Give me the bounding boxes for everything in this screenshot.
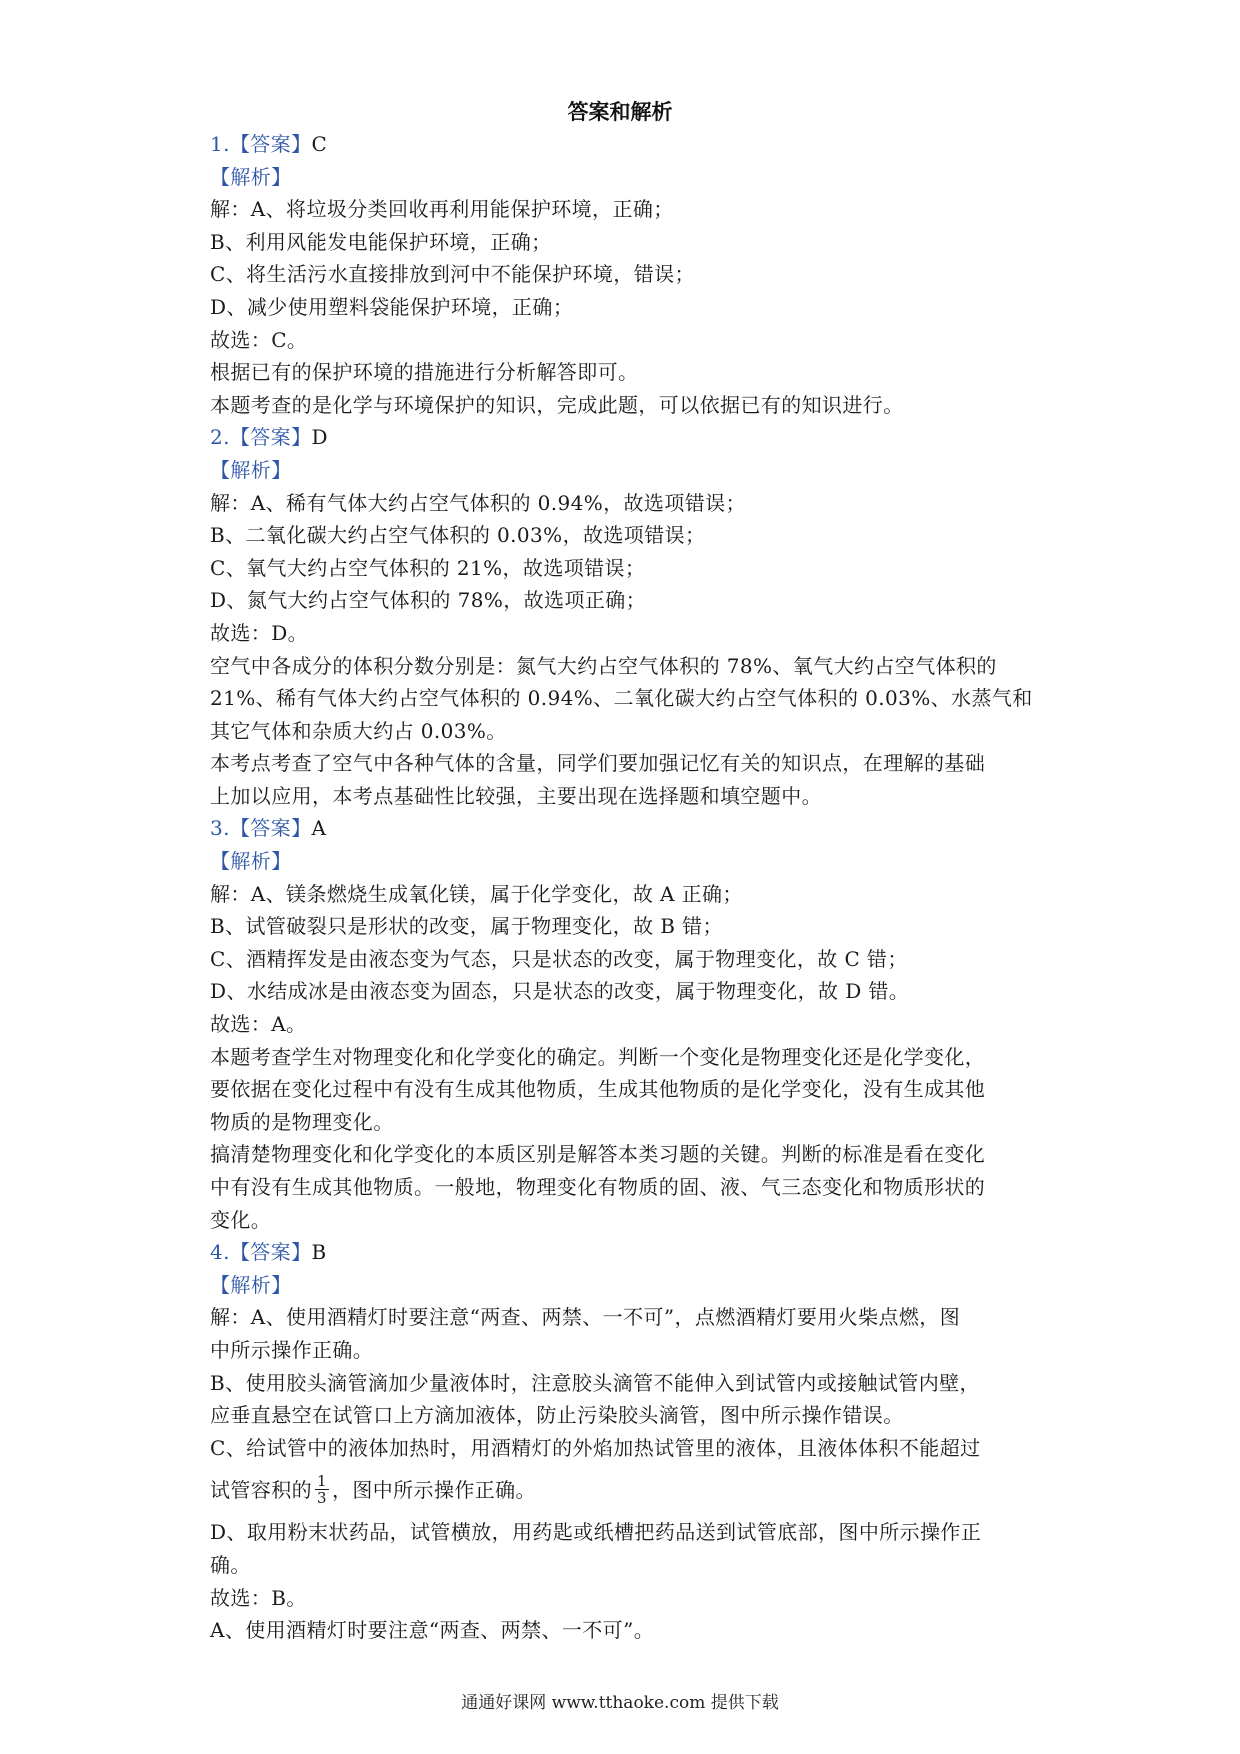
q4-line: B、使用胶头滴管滴加少量液体时，注意胶头滴管不能伸入到试管内或接触试管内壁， bbox=[210, 1370, 980, 1395]
q3-line: 故选：A。 bbox=[210, 1012, 307, 1037]
q3-answer-label: 3.【答案】 bbox=[210, 816, 312, 841]
q4-answer bbox=[210, 1236, 1040, 1269]
q1-answer bbox=[210, 128, 1040, 161]
q3-line: 变化。 bbox=[210, 1207, 272, 1232]
q4-line: C、给试管中的液体加热时，用酒精灯的外焰加热试管里的液体，且液体体积不能超过 bbox=[210, 1435, 981, 1460]
q1-line: C、将生活污水直接排放到河中不能保护环境，错误； bbox=[210, 262, 695, 287]
q2-line: 空气中各成分的体积分数分别是：氮气大约占空气体积的 78%、氧气大约占空气体积的 bbox=[210, 653, 997, 678]
q4-line: 解：A、使用酒精灯时要注意“两查、两禁、一不可”，点燃酒精灯要用火柴点燃，图 bbox=[210, 1305, 961, 1330]
q3-line: 搞清楚物理变化和化学变化的本质区别是解答本类习题的关键。判断的标准是看在变化 bbox=[210, 1142, 986, 1167]
q3-line: C、酒精挥发是由液态变为气态，只是状态的改变，属于物理变化，故 C 错； bbox=[210, 946, 908, 971]
q2-line: 本考点考查了空气中各种气体的含量，同学们要加强记忆有关的知识点，在理解的基础 bbox=[210, 751, 986, 776]
q1-answer-value: C bbox=[311, 132, 328, 156]
q2-line: 故选：D。 bbox=[210, 620, 309, 645]
q3-line: 物质的是物理变化。 bbox=[210, 1109, 394, 1134]
q4-analysis-label: 【解析】 bbox=[210, 1272, 292, 1297]
q3-line: 解：A、镁条燃烧生成氧化镁，属于化学变化，故 A 正确； bbox=[210, 881, 743, 906]
q4-fraction-after: ，图中所示操作正确。 bbox=[331, 1478, 536, 1503]
q2-line: 其它气体和杂质大约占 0.03%。 bbox=[210, 718, 507, 743]
q3-line: B、试管破裂只是形状的改变，属于物理变化，故 B 错； bbox=[210, 914, 723, 939]
q2-answer bbox=[210, 421, 1040, 454]
q3-line: 本题考查学生对物理变化和化学变化的确定。判断一个变化是物理变化还是化学变化， bbox=[210, 1044, 986, 1069]
q2-line: 解：A、稀有气体大约占空气体积的 0.94%，故选项错误； bbox=[210, 490, 746, 515]
page-title: 答案和解析 bbox=[567, 100, 673, 124]
q4-answer-label: 4.【答案】 bbox=[210, 1240, 312, 1265]
q3-answer-value: A bbox=[311, 816, 327, 841]
fraction-denominator: 3 bbox=[317, 1489, 327, 1508]
q2-line: D、氮气大约占空气体积的 78%，故选项正确； bbox=[210, 588, 647, 613]
q4-fraction-before: 试管容积的 bbox=[210, 1478, 312, 1503]
q2-line: C、氧气大约占空气体积的 21%，故选项错误； bbox=[210, 555, 646, 580]
fraction-one-third bbox=[315, 1473, 329, 1506]
q3-answer bbox=[210, 812, 1040, 845]
q1-analysis-label: 【解析】 bbox=[210, 164, 292, 189]
q3-line: D、水结成冰是由液态变为固态，只是状态的改变，属于物理变化，故 D 错。 bbox=[210, 979, 910, 1004]
q2-line: 上加以应用，本考点基础性比较强，主要出现在选择题和填空题中。 bbox=[210, 783, 822, 808]
answer-content bbox=[210, 128, 1040, 1647]
q4-answer-value: B bbox=[311, 1240, 327, 1265]
q4-fraction-line bbox=[210, 1464, 1040, 1516]
q1-line: B、利用风能发电能保护环境，正确； bbox=[210, 229, 552, 254]
q4-line: 中所示操作正确。 bbox=[210, 1337, 374, 1362]
q1-line: 本题考查的是化学与环境保护的知识，完成此题，可以依据已有的知识进行。 bbox=[210, 392, 904, 417]
q1-line: 故选：C。 bbox=[210, 327, 308, 352]
q3-line: 中有没有生成其他物质。一般地，物理变化有物质的固、液、气三态变化和物质形状的 bbox=[210, 1175, 986, 1199]
fraction-numerator: 1 bbox=[317, 1472, 327, 1491]
page-footer: 通通好课网 www.tthaoke.com 提供下载 bbox=[461, 1693, 779, 1713]
q4-line: 故选：B。 bbox=[210, 1585, 307, 1610]
q3-line: 要依据在变化过程中有没有生成其他物质，生成其他物质的是化学变化，没有生成其他 bbox=[210, 1077, 986, 1102]
q1-answer-label: 1.【答案】 bbox=[210, 132, 312, 156]
q1-line: D、减少使用塑料袋能保护环境，正确； bbox=[210, 294, 574, 319]
q4-line: 确。 bbox=[210, 1552, 251, 1577]
q1-line: 解：A、将垃圾分类回收再利用能保护环境，正确； bbox=[210, 197, 674, 222]
q2-analysis-label: 【解析】 bbox=[210, 457, 292, 482]
q2-answer-value: D bbox=[311, 425, 328, 450]
q4-line: D、取用粉末状药品，试管横放，用药匙或纸槽把药品送到试管底部，图中所示操作正 bbox=[210, 1520, 982, 1545]
q1-line: 根据已有的保护环境的措施进行分析解答即可。 bbox=[210, 360, 639, 385]
q3-analysis-label: 【解析】 bbox=[210, 849, 292, 874]
q2-line: B、二氧化碳大约占空气体积的 0.03%，故选项错误； bbox=[210, 523, 706, 548]
q2-answer-label: 2.【答案】 bbox=[210, 425, 312, 450]
q4-line: 应垂直悬空在试管口上方滴加液体，防止污染胶头滴管，图中所示操作错误。 bbox=[210, 1403, 904, 1428]
q4-line: A、使用酒精灯时要注意“两查、两禁、一不可”。 bbox=[210, 1618, 655, 1643]
q2-line: 21%、稀有气体大约占空气体积的 0.94%、二氧化碳大约占空气体积的 0.03%、水蒸气和 bbox=[210, 686, 1033, 711]
